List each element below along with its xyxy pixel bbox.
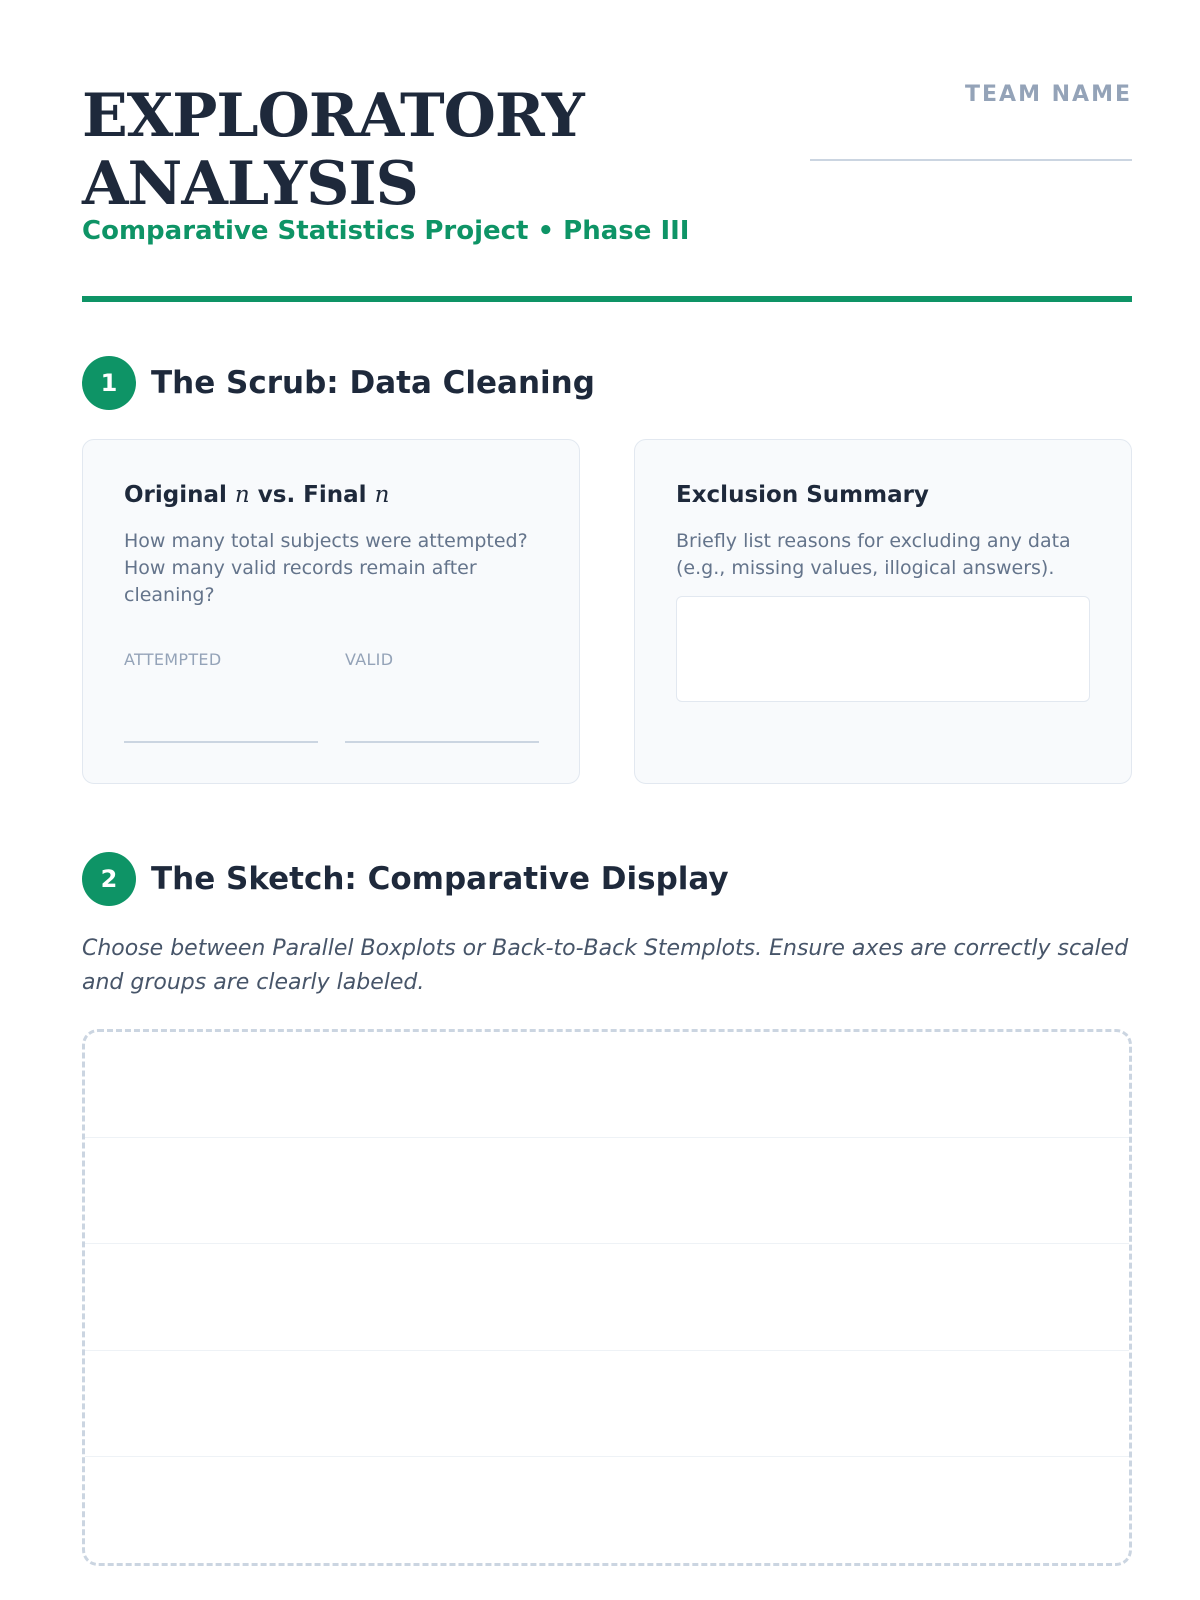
team-name-label: TEAM NAME <box>965 82 1132 107</box>
worksheet-header <box>82 82 1132 302</box>
card-title-middle: vs. Final <box>249 482 375 508</box>
title-line-1: EXPLORATORY <box>82 81 584 151</box>
attempted-label: ATTEMPTED <box>124 650 222 669</box>
header-divider <box>82 296 1132 302</box>
section-1-heading <box>82 356 595 410</box>
sample-size-description: How many total subjects were attempted? How many valid records remain after cleaning? <box>124 530 528 606</box>
sketch-guide-line <box>85 1456 1129 1457</box>
exclusion-summary-title: Exclusion Summary <box>676 482 929 508</box>
worksheet-page <box>82 0 1132 1600</box>
section-1-title: The Scrub: Data Cleaning <box>151 365 595 401</box>
sample-size-card <box>82 439 580 784</box>
attempted-field[interactable] <box>124 741 318 743</box>
n-symbol: n <box>234 482 250 508</box>
page-title <box>82 82 642 218</box>
title-line-2: ANALYSIS <box>82 149 418 219</box>
card-title-prefix: Original <box>124 482 235 508</box>
sketch-instructions: Choose between Parallel Boxplots or Back-to-Back Stemplots. Ensure axes are correctly scaled and groups are clearly labeled. <box>82 936 1129 995</box>
n-symbol: n <box>374 482 390 508</box>
section-2-heading <box>82 852 729 906</box>
exclusion-summary-input[interactable] <box>676 596 1090 702</box>
section-1-number-badge: 1 <box>82 356 136 410</box>
page-subtitle: Comparative Statistics Project • Phase III <box>82 216 690 246</box>
team-name-field[interactable] <box>810 159 1132 161</box>
valid-label: VALID <box>345 650 394 669</box>
valid-field[interactable] <box>345 741 539 743</box>
section-2-number-badge: 2 <box>82 852 136 906</box>
exclusion-summary-card <box>634 439 1132 784</box>
sample-size-card-title <box>124 482 389 508</box>
section-2-title: The Sketch: Comparative Display <box>151 861 729 897</box>
sketch-guide-line <box>85 1350 1129 1351</box>
sketch-drawing-area[interactable] <box>82 1029 1132 1566</box>
sketch-guide-line <box>85 1137 1129 1138</box>
sketch-guide-line <box>85 1243 1129 1244</box>
exclusion-summary-description: Briefly list reasons for excluding any data (e.g., missing values, illogical answers). <box>676 530 1071 579</box>
